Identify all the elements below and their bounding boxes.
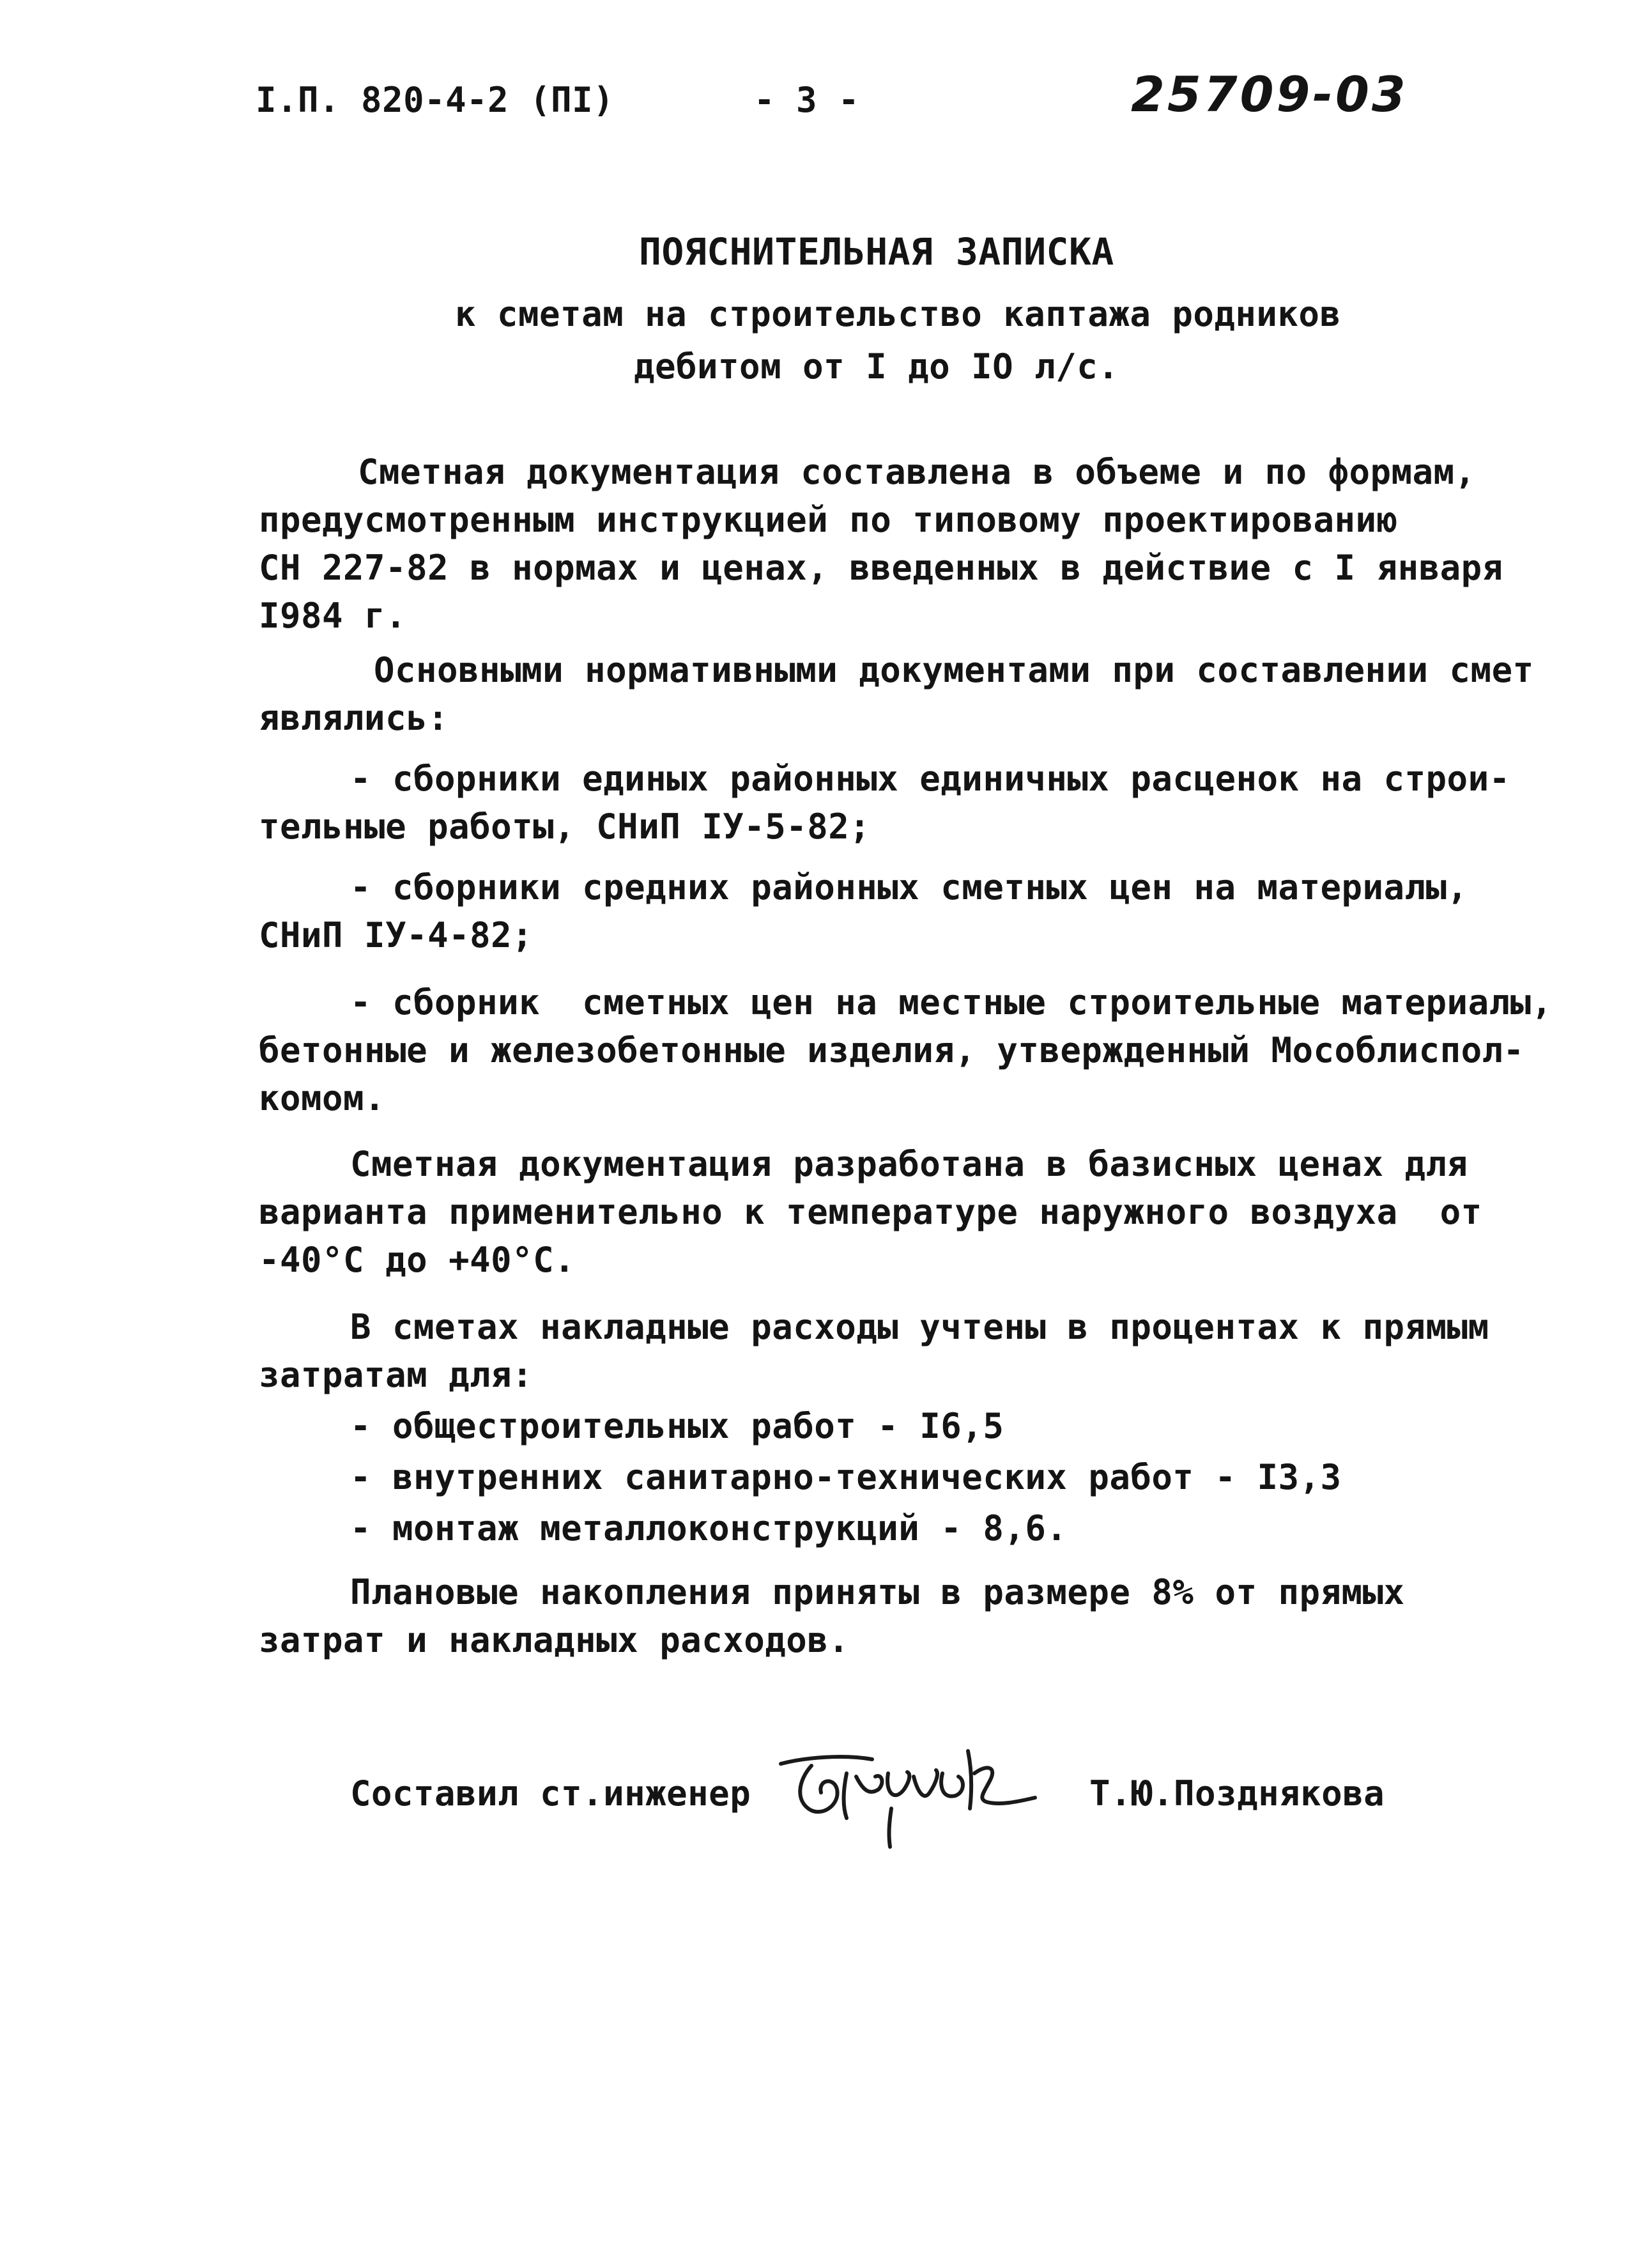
paragraph-3-line-3: -40°С до +40°С.: [259, 1240, 576, 1280]
paragraph-4-line-2: затратам для:: [259, 1355, 534, 1395]
overhead-item-3: - монтаж металлоконструкций - 8,6.: [350, 1508, 1068, 1548]
signature-label: Составил ст.инженер: [350, 1773, 751, 1814]
list-item-1-line-1: - сборники единых районных единичных расценок на строи-: [350, 759, 1510, 799]
paragraph-1-line-1: Сметная документация составлена в объеме и по формам,: [358, 452, 1476, 492]
page-number: - 3 -: [754, 80, 860, 120]
paragraph-1-line-2: предусмотренным инструкцией по типовому проектированию: [259, 500, 1398, 540]
paragraph-2-line-1: Основными нормативными документами при составлении смет: [374, 650, 1534, 690]
paragraph-5-line-2: затрат и накладных расходов.: [259, 1620, 850, 1660]
list-item-3-line-1: - сборник сметных цен на местные строительные материалы,: [350, 982, 1553, 1022]
list-item-2-line-2: СНиП IУ-4-82;: [259, 915, 534, 955]
list-item-1-line-2: тельные работы, СНиП IУ-5-82;: [259, 806, 871, 847]
handwritten-signature: [767, 1729, 1073, 1856]
document-code: I.П. 820-4-2 (ПI): [256, 80, 615, 120]
document-number: 25709-03: [1131, 66, 1408, 123]
paragraph-5-line-1: Плановые накопления приняты в размере 8% от прямых: [350, 1572, 1405, 1612]
overhead-item-1: - общестроительных работ - I6,5: [350, 1406, 1004, 1446]
list-item-2-line-1: - сборники средних районных сметных цен на материалы,: [350, 867, 1468, 907]
subtitle-line-2: дебитом от I до IO л/с.: [634, 346, 1119, 387]
paragraph-2-line-2: являлись:: [259, 698, 449, 738]
paragraph-3-line-1: Сметная документация разработана в базисных ценах для: [350, 1144, 1468, 1184]
paragraph-4-line-1: В сметах накладные расходы учтены в процентах к прямым: [350, 1307, 1489, 1347]
paragraph-3-line-2: варианта применительно к температуре наружного воздуха от: [259, 1192, 1482, 1232]
page-title: ПОЯСНИТЕЛЬНАЯ ЗАПИСКА: [639, 230, 1114, 274]
signatory-name: Т.Ю.Позднякова: [1089, 1773, 1385, 1814]
overhead-item-2: - внутренних санитарно-технических работ - I3,3: [350, 1457, 1342, 1497]
paragraph-1-line-4: I984 г.: [259, 596, 407, 636]
subtitle-line-1: к сметам на строительство каптажа родников: [455, 294, 1341, 334]
paragraph-1-line-3: СН 227-82 в нормах и ценах, введенных в действие с I января: [259, 548, 1503, 588]
list-item-3-line-3: комом.: [259, 1078, 386, 1118]
list-item-3-line-2: бетонные и железобетонные изделия, утвержденный Мособлиспол-: [259, 1030, 1524, 1070]
